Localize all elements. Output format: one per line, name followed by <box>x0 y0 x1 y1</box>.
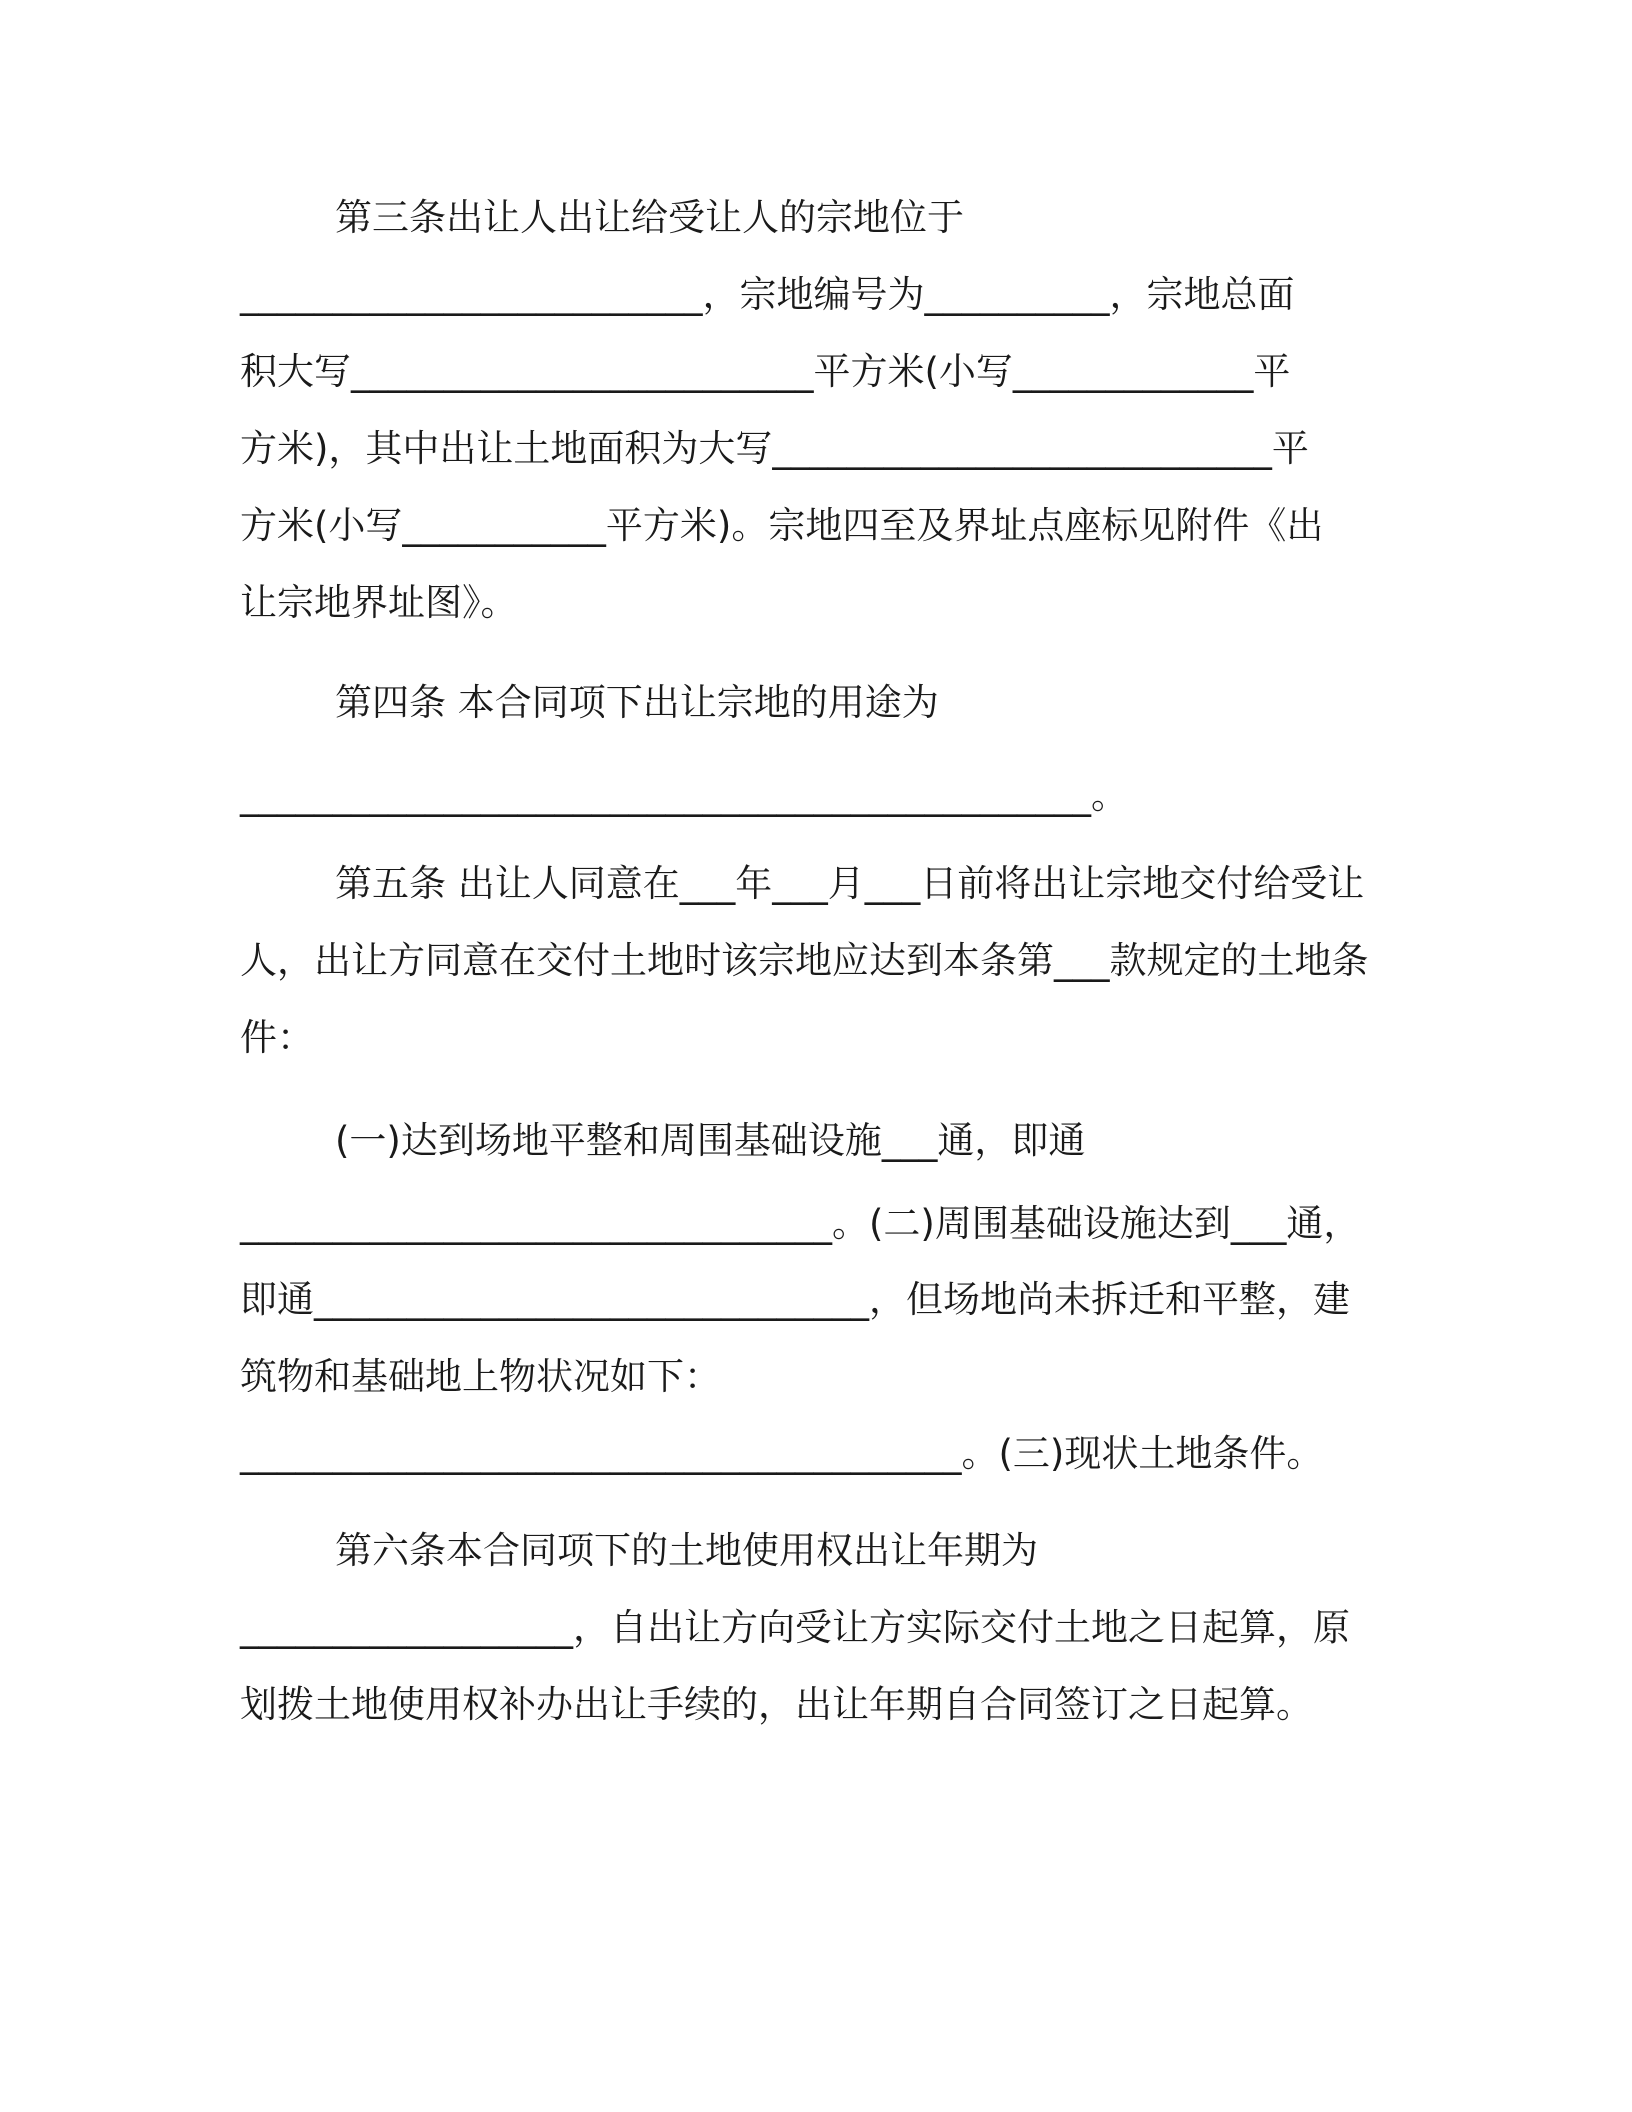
article-5-heading: 第五条 出让人同意在___年___月___日前将出让宗地交付给受让 <box>335 862 1365 905</box>
article-4-line-2: ______________________________________________。 <box>240 774 1128 817</box>
condition-1-line: (一)达到场地平整和周围基础设施___通，即通 <box>335 1119 1086 1162</box>
article-3-line-5: 方米(小写___________平方米)。宗地四至及界址点座标见附件《出 <box>240 504 1324 547</box>
article-3-line-6: 让宗地界址图》。 <box>240 581 518 624</box>
article-5-line-3: 件： <box>240 1016 314 1059</box>
article-4-heading: 第四条 本合同项下出让宗地的用途为 <box>335 681 939 724</box>
article-6-line-3: 划拨土地使用权补办出让手续的，出让年期自合同签订之日起算。 <box>240 1683 1313 1726</box>
condition-2-line: ________________________________。(二)周围基础设施达到___通， <box>240 1202 1361 1245</box>
condition-2-line-3: 筑物和基础地上物状况如下： <box>240 1355 721 1398</box>
condition-2-line-2: 即通______________________________，但场地尚未拆迁和平整，建 <box>240 1278 1350 1321</box>
article-6-line-2: __________________，自出让方向受让方实际交付土地之日起算，原 <box>240 1606 1350 1649</box>
article-3-line-4: 方米)，其中出让土地面积为大写___________________________平 <box>240 427 1309 470</box>
condition-3-line: _______________________________________。(三)现状土地条件。 <box>240 1432 1324 1475</box>
article-3-heading: 第三条出让人出让给受让人的宗地位于 <box>335 196 964 239</box>
article-3-line-2: _________________________，宗地编号为__________，宗地总面 <box>240 273 1295 316</box>
article-5-line-2: 人，出让方同意在交付土地时该宗地应达到本条第___款规定的土地条 <box>240 939 1369 982</box>
article-3-line-3: 积大写_________________________平方米(小写_____________平 <box>240 350 1291 393</box>
article-6-heading: 第六条本合同项下的土地使用权出让年期为 <box>335 1529 1038 1572</box>
